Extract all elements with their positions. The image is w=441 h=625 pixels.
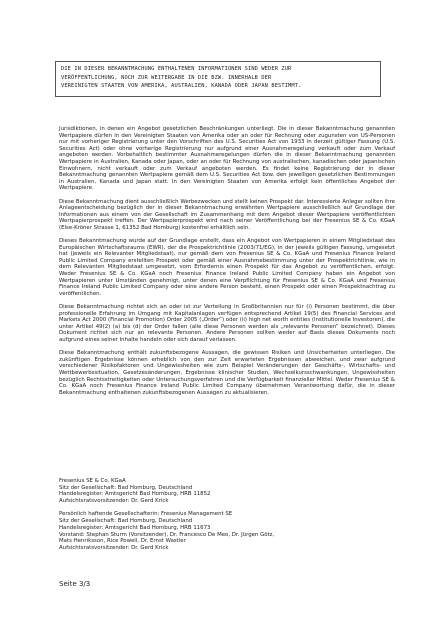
company-block-kgaa — [59, 478, 389, 505]
company-line: Aufsichtsratsvorsitzender: Dr. Gerd Krick — [59, 544, 169, 551]
paragraph-eea-offer: Dieses Bekanntmachung wurde auf der Grundlage erstellt, dass ein Angebot von Wertpapieren in einem Mitgliedstaat des Europäischen Wirtschaftsraums (EWR), der die Prospektrichtlinie (2003/71/EG), in der jeweils gültigen Fassung, umgesetzt hat (jeweils ein Relevanter Mitgliedstaat), nur gemäß dem von Fresenius SE & Co. KGaA und Fresenius Finance Ireland Public Limited Company erstellten Prospekt oder gemäß einer Ausnahmebestimmung unter der Prospektrichtlinie, wie in dem Relevanten Mitgliedstaat umgesetzt, vom Erfordernis einen Prospekt für das Angebot zu veröffentlichen, erfolgt. Weder Fresenius SE & Co. KGaA noch Fresenius Finance Ireland Public Limited Company haben ein Angebot von Wertpapieren unter Umständen genehmigt, unter denen eine Verpflichtung für Fresenius SE & Co. KGaA und Fresenius Finance Ireland Public Limited Company oder eine andere Person besteht, einen Prospekt oder einen Prospektnachtrag zu veröffentlichen. — [59, 238, 395, 297]
notice-line: VEREINIGTEN STAATEN VON AMERIKA, AUSTRALIEN, KANADA ODER JAPAN BESTIMMT. — [61, 83, 302, 89]
paragraph-jurisdictions: Jurisdiktionen, in denen ein Angebot gesetzlichen Beschränkungen unterliegt. Die in dieser Bekanntmachung genannten Wertpapiere dürfen in den Vereinigten Staaten von Amerika oder an oder für Rechnung oder zugunsten von US-Personen nur mit vorheriger Registrierung unter den Vorschriften des U.S. Securities Act von 1933 in derzeit gültiger Fassung (U.S. Securities Act) oder ohne vorherige Registrierung nur aufgrund einer Ausnahmeregelung verkauft oder zum Verkauf angeboten werden. Vorbehaltlich bestimmter Ausnahmeregelungen dürfen die in dieser Bekanntmachung genannten Wertpapiere in Australien, Kanada oder Japan, oder an oder für Rechnung von australischen, kanadischen oder japanischen Einwohnern, nicht verkauft oder zum Verkauf angeboten werden. Es findet keine Registrierung der in dieser Bekanntmachung genannten Wertpapiere gemäß dem U.S. Securities Act bzw. den jeweiligen gesetzlichen Bestimmungen in Australien, Kanada und Japan statt. In den Vereinigten Staaten von Amerika erfolgt kein öffentliches Angebot der Wertpapiere. — [59, 126, 395, 192]
company-line: Vorstand: Stephan Sturm (Vorsitzender), Dr. Francesco De Meo, Dr. Jürgen Götz, — [59, 531, 275, 538]
page-number: Seite 3/3 — [59, 580, 91, 588]
notice-line: DIE IN DIESER BEKANNTMACHUNG ENTHALTENEN INFORMATIONEN SIND WEDER ZUR — [61, 66, 292, 72]
company-line: Aufsichtsratsvorsitzender: Dr. Gerd Krick — [59, 498, 169, 505]
notice-line: VERÖFFENTLICHUNG, NOCH ZUR WEITERGABE IN DIE BZW. INNERHALB DER — [61, 74, 272, 81]
distribution-notice-box — [55, 61, 381, 97]
company-line: Persönlich haftende Gesellschafterin: Fresenius Management SE — [59, 511, 233, 518]
paragraph-forward-looking: Diese Bekanntmachung enthält zukunftsbezogene Aussagen, die gewissen Risiken und Unsicherheiten unterliegen. Die zukünftigen Ergebnisse können erheblich von den zur Zeit erwarteten Ergebnissen abweichen, und zwar aufgrund verschiedener Risikofaktoren und Ungewissheiten wie zum Beispiel Veränderungen der Geschäfts-, Wirtschafts- und Wettbewerbssituation, Gesetzesänderungen, Ergebnisse klinischer Studien, Wechselkursschwankungen, Ungewissheiten bezüglich Rechtsstreitigkeiten oder Untersuchungsverfahren und die Verfügbarkeit finanzieller Mittel. Weder Fresenius SE & Co. KGaA noch Fresenius Finance Ireland Public Limited Company übernehmen Verantwortung dafür, die in dieser Bekanntmachung enthaltenen zukunftsbezogenen Aussagen zu aktualisieren. — [59, 350, 395, 396]
company-line: Sitz der Gesellschaft: Bad Homburg, Deutschland — [59, 518, 193, 525]
company-line: Mats Henriksson, Rice Powell, Dr. Ernst Wastler — [59, 538, 186, 545]
company-line: Sitz der Gesellschaft: Bad Homburg, Deutschland — [59, 484, 193, 491]
company-line: Fresenius SE & Co. KGaA — [59, 478, 126, 484]
disclaimer-body — [59, 126, 395, 403]
paragraph-uk-distribution: Diese Bekanntmachung richtet sich an oder ist zur Verteilung in Großbritannien nur für (i) Personen bestimmt, die über professionelle Erfahrung im Umgang mit Kapitalanlagen verfügen entsprechend Artikel 19(5) des Financial Services and Markets Act 2000 (Financial Promotion) Order 2005 („Order“) oder (ii) high net worth entities (Institutionelle Investoren), die unter Artikel 49(2) (a) bis (d) der Order fallen (alle diese Personen werden als „relevante Personen“ bezeichnet). Dieses Dokument richtet sich nur an relevante Personen. Andere Personen sollten weder auf Basis dieses Dokuments noch aufgrund eines seiner Inhalte handeln oder sich darauf verlassen. — [59, 304, 395, 343]
company-block-management-se — [59, 511, 389, 551]
company-information — [59, 478, 389, 558]
company-line: Handelsregister: Amtsgericht Bad Homburg, HRB 11673 — [59, 524, 211, 531]
paragraph-advertising: Diese Bekanntmachung dient ausschließlich Werbezwecken und stellt keinen Prospekt dar. Interessierte Anleger sollten ihre Anlageentscheidung bezüglich der in dieser Bekanntmachung erwähnten Wertpapiere ausschließlich auf Grundlage der Informationen aus einem von der Gesellschaft im Zusammenhang mit dem Angebot dieser Wertpapiere veröffentlichten Wertpapierprospekt treffen. Der Wertpapierprospekt wird nach seiner Veröffentlichung bei der Fresenius SE & Co. KGaA (Else-Kröner Strasse 1, 61352 Bad Homburg) kostenfrei erhältlich sein. — [59, 198, 395, 231]
company-line: Handelsregister: Amtsgericht Bad Homburg, HRB 11852 — [59, 491, 211, 498]
